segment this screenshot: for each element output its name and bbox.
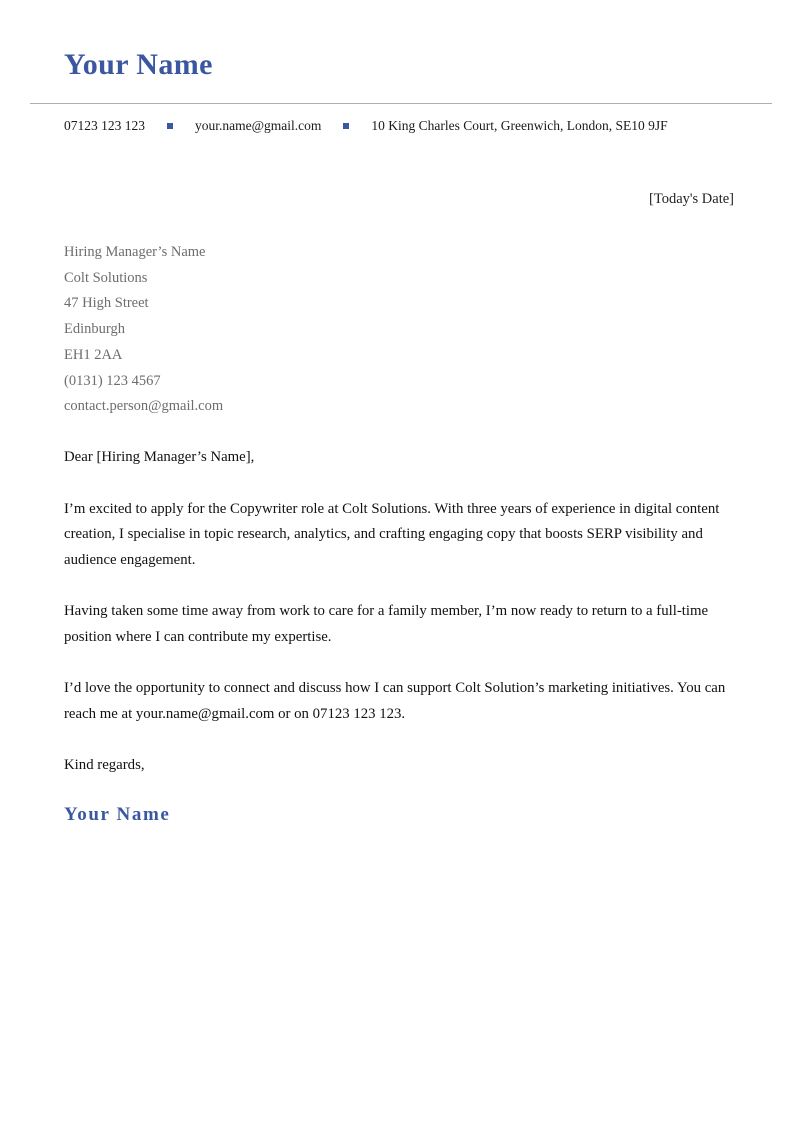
body-paragraph: I’m excited to apply for the Copywriter role at Colt Solutions. With three years of experience in digital content creation, I specialise in topic research, analytics, and crafting engaging copy that boosts SERP visibility and audience engagement.: [64, 500, 720, 568]
recipient-line: Hiring Manager’s Name: [64, 244, 206, 260]
recipient-line: (0131) 123 4567: [64, 372, 161, 389]
recipient-line: Colt Solutions: [64, 269, 148, 286]
letter-body: [64, 445, 736, 779]
recipient-line: 47 High Street: [64, 295, 149, 312]
signature-name: Your Name: [64, 804, 171, 825]
recipient-line: contact.person@gmail.com: [64, 398, 224, 415]
signoff: Kind regards,: [64, 757, 145, 773]
square-bullet-icon: [167, 123, 173, 129]
page-title: Your Name: [64, 48, 213, 81]
recipient-line: EH1 2AA: [64, 346, 123, 363]
contact-address: 10 King Charles Court, Greenwich, London, SE10 9JF: [371, 118, 668, 133]
contact-line: [64, 118, 668, 134]
header-divider: [30, 103, 772, 104]
square-bullet-icon: [343, 123, 349, 129]
letter-date: [64, 190, 734, 209]
body-paragraph: I’d love the opportunity to connect and discuss how I can support Colt Solution’s marketing initiatives. You can reach me at your.name@gmail.com or on 07123 123 123.: [64, 680, 726, 722]
date-value: [Today's Date]: [649, 191, 734, 207]
contact-phone: 07123 123 123: [64, 118, 145, 133]
body-paragraph: Having taken some time away from work to care for a family member, I’m now ready to return to a full-time position where I can contribute my expertise.: [64, 603, 709, 645]
recipient-line: Edinburgh: [64, 321, 125, 338]
recipient-address-block: [64, 240, 223, 420]
contact-email: your.name@gmail.com: [195, 118, 322, 133]
salutation: Dear [Hiring Manager’s Name],: [64, 449, 255, 465]
